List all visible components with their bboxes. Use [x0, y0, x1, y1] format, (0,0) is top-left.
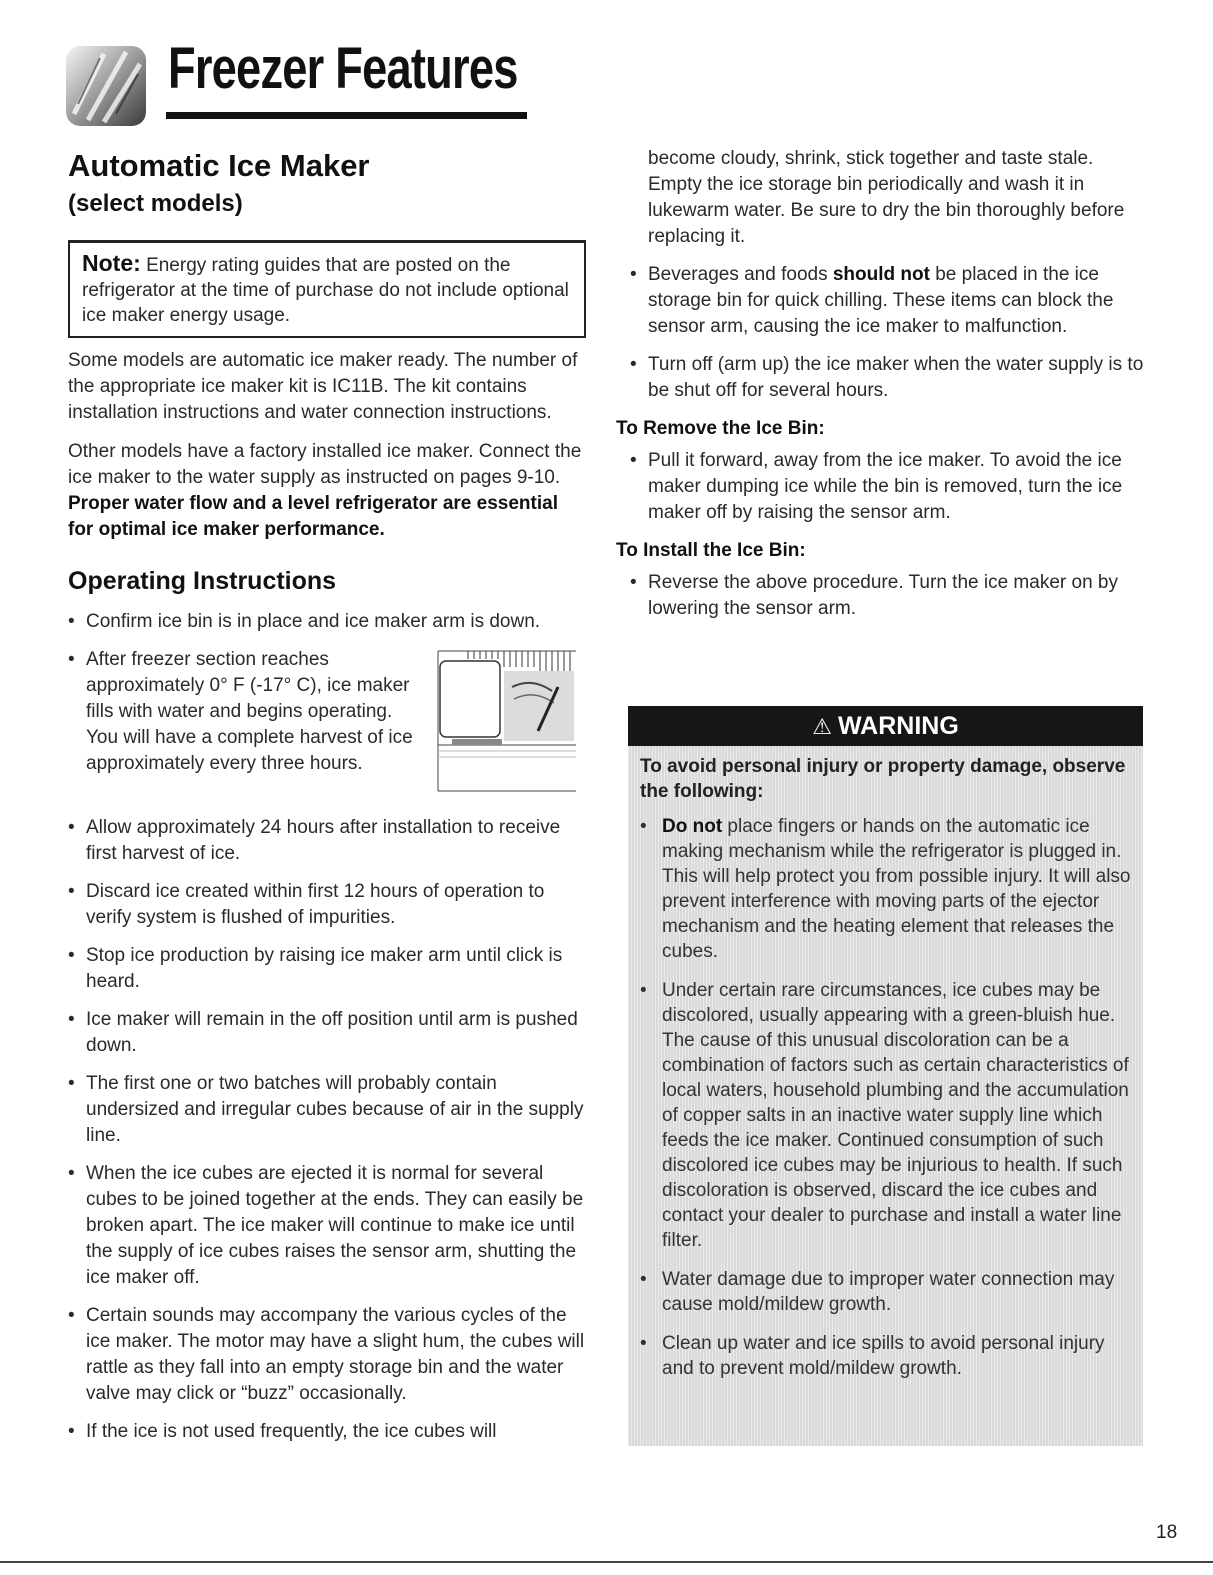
list-item-text: Ice maker will remain in the off position until arm is pushed down.	[86, 1009, 578, 1056]
list-item-text: Turn off (arm up) the ice maker when the water supply is to be shut off for several hours.	[648, 354, 1144, 401]
list-item	[640, 1267, 1131, 1317]
list-item	[68, 609, 586, 635]
bullet-dot: •	[640, 1333, 647, 1354]
list-item	[68, 1161, 586, 1291]
install-bin-list	[616, 570, 1144, 622]
list-item-text: Stop ice production by raising ice maker arm until click is heard.	[86, 945, 563, 992]
ice-maker-illustration	[428, 647, 576, 795]
left-column	[68, 146, 586, 1457]
list-item-text: Pull it forward, away from the ice maker. To avoid the ice maker dumping ice while the bin is removed, turn the ice maker off by raising the sensor arm.	[648, 450, 1123, 523]
list-item	[68, 1007, 586, 1059]
bullet-dot: •	[68, 881, 75, 902]
install-bin-heading: To Install the Ice Bin:	[616, 540, 806, 561]
list-item	[68, 1071, 586, 1149]
beverages-pre: Beverages and foods	[648, 264, 833, 285]
bullet-dot: •	[68, 1305, 75, 1326]
beverages-post: be placed in the ice storage bin for quick chilling. These items can block the sensor arm, causing the ice maker to malfunction.	[648, 264, 1114, 337]
note-text: Energy rating guides that are posted on the refrigerator at the time of purchase do not include optional ice maker energy usage.	[82, 255, 569, 326]
section-title: Automatic Ice Maker	[68, 148, 370, 183]
bullet-dot: •	[68, 649, 75, 670]
continued-paragraph: become cloudy, shrink, stick together and taste stale. Empty the ice storage bin periodically and wash it in lukewarm water. Be sure to dry the bin thoroughly before replacing it.	[648, 148, 1125, 247]
bullet-dot: •	[68, 1163, 75, 1184]
list-item	[630, 570, 1144, 622]
list-item	[630, 262, 1144, 340]
list-item-text: When the ice cubes are ejected it is normal for several cubes to be joined together at the ends. They can easily be broken apart. The ice maker will continue to make ice until the supply of ice cubes raises the sensor arm, shutting the ice maker off.	[86, 1163, 584, 1288]
remove-bin-list	[616, 448, 1144, 526]
section-subtitle: (select models)	[68, 190, 243, 217]
right-column	[616, 146, 1144, 634]
beverages-emphasis: should not	[832, 264, 930, 285]
factory-paragraph	[68, 439, 586, 543]
bullet-dot: •	[68, 1009, 75, 1030]
list-item-text: Certain sounds may accompany the various cycles of the ice maker. The motor may have a slight hum, the cubes will rattle as they fall into an empty storage bin and the water valve may click or “buzz” occasionally.	[86, 1305, 585, 1404]
bullet-dot: •	[640, 816, 647, 837]
warning-header	[628, 706, 1143, 746]
bullet-dot: •	[630, 450, 637, 471]
warning-triangle-icon: ⚠	[812, 714, 832, 739]
warning-title: WARNING	[837, 712, 959, 740]
list-item	[630, 352, 1144, 404]
bullet-dot: •	[68, 611, 75, 632]
list-item-text: Water damage due to improper water connection may cause mold/mildew growth.	[662, 1269, 1115, 1315]
list-item-text: Discard ice created within first 12 hours of operation to verify system is flushed of impurities.	[86, 881, 545, 928]
bullet-dot: •	[630, 354, 637, 375]
freezer-frost-icon	[64, 44, 148, 128]
remove-bin-heading: To Remove the Ice Bin:	[616, 418, 825, 439]
operating-instructions-list	[68, 609, 586, 1445]
bullet-dot: •	[630, 572, 637, 593]
ice-bin-care-list	[616, 262, 1144, 404]
warning-list	[640, 814, 1131, 1381]
warning-emphasis: Do not	[662, 816, 723, 837]
bullet-dot: •	[68, 945, 75, 966]
list-item-text: After freezer section reaches approximately 0° F (-17° C), ice maker fills with water and begins operating. You will have a complete harvest of ice approximately every three hours.	[86, 649, 413, 774]
note-label: Note:	[82, 250, 141, 276]
page-number: 18	[1156, 1522, 1178, 1543]
list-item-text: If the ice is not used frequently, the ice cubes will	[86, 1421, 497, 1442]
factory-text: Other models have a factory installed ice maker. Connect the ice maker to the water supply as instructed on pages 9-10.	[68, 441, 582, 488]
list-item-text: place fingers or hands on the automatic ice making mechanism while the refrigerator is plugged in. This will help protect you from possible injury. It will also prevent interference with moving parts of the ejector mechanism and the heating element that releases the cubes.	[662, 816, 1131, 962]
bullet-dot: •	[68, 1421, 75, 1442]
list-item	[630, 448, 1144, 526]
list-item	[68, 1303, 586, 1407]
list-item	[68, 647, 586, 803]
bullet-dot: •	[68, 817, 75, 838]
list-item-text: Reverse the above procedure. Turn the ice maker on by lowering the sensor arm.	[648, 572, 1118, 619]
list-item	[68, 1419, 586, 1445]
bullet-dot: •	[68, 1073, 75, 1094]
list-item-text: Under certain rare circumstances, ice cubes may be discolored, usually appearing with a green-bluish hue. The cause of this unusual discoloration can be a combination of factors such as certain characteristics of local waters, household plumbing and the accumulation of copper salts in an inactive water supply line which feeds the ice maker. Continued consumption of such discolored ice cubes may be injurious to health. If such discoloration is observed, discard the ice cubes and contact your dealer to purchase and install a water line filter.	[662, 980, 1129, 1251]
list-item	[640, 814, 1131, 964]
list-item-text: The first one or two batches will probably contain undersized and irregular cubes because of air in the supply line.	[86, 1073, 584, 1146]
list-item	[68, 879, 586, 931]
list-item	[68, 815, 586, 867]
bullet-dot: •	[640, 1269, 647, 1290]
page-title: Freezer Features	[168, 36, 518, 101]
note-box	[68, 240, 586, 338]
list-item-text: Confirm ice bin is in place and ice maker arm is down.	[86, 611, 541, 632]
list-item	[640, 978, 1131, 1253]
intro-paragraph: Some models are automatic ice maker ready. The number of the appropriate ice maker kit is IC11B. The kit contains installation instructions and water connection instructions.	[68, 350, 578, 423]
bullet-dot: •	[630, 264, 637, 285]
list-item	[68, 943, 586, 995]
operating-instructions-heading: Operating Instructions	[68, 567, 337, 595]
bullet-dot: •	[640, 980, 647, 1001]
warning-intro: To avoid personal injury or property damage, observe the following:	[640, 756, 1126, 802]
list-item-text: Allow approximately 24 hours after installation to receive first harvest of ice.	[86, 817, 561, 864]
factory-emphasis: Proper water flow and a level refrigerator are essential for optimal ice maker performance.	[68, 493, 558, 540]
bottom-rule	[0, 1561, 1213, 1563]
list-item-text: Clean up water and ice spills to avoid personal injury and to prevent mold/mildew growth.	[662, 1333, 1105, 1379]
warning-content	[628, 746, 1143, 1381]
title-underline	[166, 112, 527, 119]
warning-box	[628, 706, 1143, 1446]
list-item	[640, 1331, 1131, 1381]
